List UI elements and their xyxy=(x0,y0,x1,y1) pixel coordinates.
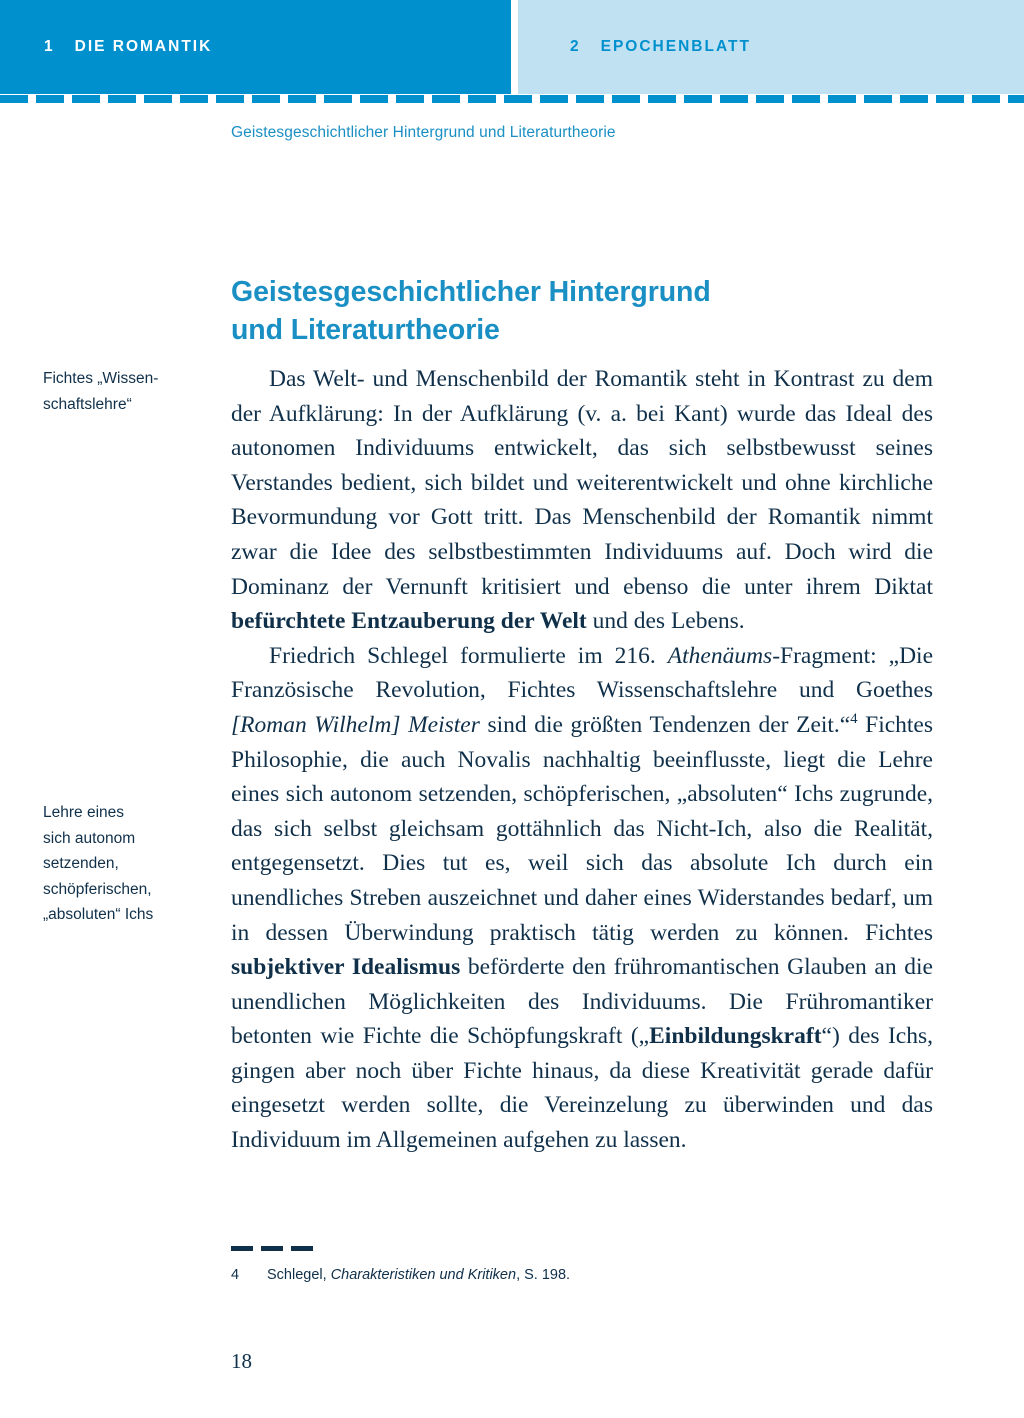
running-head: Geistesgeschichtlicher Hintergrund und Literaturtheorie xyxy=(231,124,616,141)
body-paragraph-1 xyxy=(231,362,933,639)
paragraph-2-text-part-1: Friedrich Schlegel formulierte im 216. xyxy=(269,642,668,669)
paragraph-2-italic-athenaeums: Athenäums xyxy=(667,642,773,669)
margin-note-fichtes-wissenschaftslehre xyxy=(43,366,218,417)
footnote-reference-4[interactable]: 4 xyxy=(850,711,858,728)
page-title-line-1: Geistesgeschichtlicher Hintergrund xyxy=(231,276,711,309)
paragraph-1-text-part-2: und des Lebens. xyxy=(586,608,745,635)
margin-note-line: Lehre eines xyxy=(43,804,125,821)
body-text-column xyxy=(231,362,933,1158)
margin-note-line: sich autonom xyxy=(43,829,136,847)
body-paragraph-2 xyxy=(231,639,933,1158)
tab-number: 1 xyxy=(44,38,55,55)
paragraph-2-text-part-6: “) des Ichs, gingen aber noch über Fichte hinaus, da diese Kreativität gerade dafür eingesetzt werden sollte, die Vereinzelung zu überwinden und das Individuum im Allgemeinen aufgehen zu lassen. xyxy=(231,1023,934,1154)
header-dashed-divider xyxy=(0,95,1024,103)
margin-note-line: Fichtes „Wissen- xyxy=(43,370,159,387)
footnote-entry xyxy=(231,1267,931,1283)
footnote-text xyxy=(267,1267,931,1283)
margin-note-line: „absoluten“ Ichs xyxy=(43,906,154,923)
tab-label: EPOCHENBLATT xyxy=(600,38,751,55)
footnote-work-title: Charakteristiken und Kritiken xyxy=(330,1267,517,1283)
paragraph-1-bold-phrase: befürchtete Entzauberung der Welt xyxy=(231,608,587,635)
chapter-tab-strip xyxy=(0,0,1024,94)
footnote-suffix: , S. 198. xyxy=(516,1267,571,1283)
paragraph-2-text-part-3: sind die größten Tendenzen der Zeit.“ xyxy=(479,711,851,738)
paragraph-2-bold-einbildungskraft: Einbildungskraft xyxy=(649,1023,822,1050)
page-title xyxy=(231,273,951,349)
paragraph-1-text-part-1: Das Welt- und Menschenbild der Romantik steht in Kontrast zu dem der Aufklärung: In der Aufklärung (v. a. bei Kant) wurde das Ideal des autonomen Individuums entwickelt, das sich selbstbewusst seines Verstandes bedient, sich bildet und weiterentwickelt und ohne kirchliche Bevormundung vor Gott tritt. Das Menschenbild der Romantik nimmt zwar die Idee des selbstbestimmten Individuums auf. Doch wird die Dominanz der Vernunft kritisiert und ebenso die unter ihrem Diktat xyxy=(231,366,933,600)
tab-number: 2 xyxy=(570,38,581,55)
paragraph-2-text-part-5: beförderte den frühromantischen Glauben an die unendlichen Möglichkeiten des Individuums. Die Frühromantiker betonten wie Fichte die Schöpfungskraft („ xyxy=(231,954,933,1050)
footnote-author: Schlegel, xyxy=(267,1267,331,1283)
margin-note-line: setzenden, xyxy=(43,855,119,872)
page-title-line-2: und Literaturtheorie xyxy=(231,314,500,347)
page-number: 18 xyxy=(231,1349,252,1373)
footnote-marker: 4 xyxy=(231,1267,240,1283)
paragraph-2-text-part-2: -Fragment: „Die Französische Revolution, Fichtes Wissenschaftslehre und Goethes xyxy=(231,642,933,704)
tab-epochenblatt[interactable] xyxy=(518,0,1024,94)
paragraph-2-text-part-4: Fichtes Philosophie, die auch Novalis nachhaltig beeinflusste, liegt die Lehre eines sich autonom setzenden, schöpferischen, „absoluten“ Ichs zugrunde, das sich selbst gleichsam gottähnlich das Nicht-Ich, also die Realität, entgegensetzt. Dies tut es, weil sich das absolute Ich durch ein unendliches Streben auszeichnet und daher eines Widerstandes bedarf, um in dessen Überwindung praktisch tätig werden zu können. Fichtes xyxy=(231,711,934,946)
margin-note-line: schaftslehre“ xyxy=(43,395,132,413)
footnote-separator-rule xyxy=(231,1246,313,1251)
paragraph-2-italic-wilhelm-meister: [Roman Wilhelm] Meister xyxy=(231,711,480,738)
tab-die-romantik[interactable] xyxy=(0,0,511,94)
margin-note-line: schöpferischen, xyxy=(43,880,152,898)
tab-label: DIE ROMANTIK xyxy=(74,38,213,55)
margin-note-absoluten-ichs xyxy=(43,800,218,928)
paragraph-2-bold-subjektiver-idealismus: subjektiver Idealismus xyxy=(231,954,461,981)
